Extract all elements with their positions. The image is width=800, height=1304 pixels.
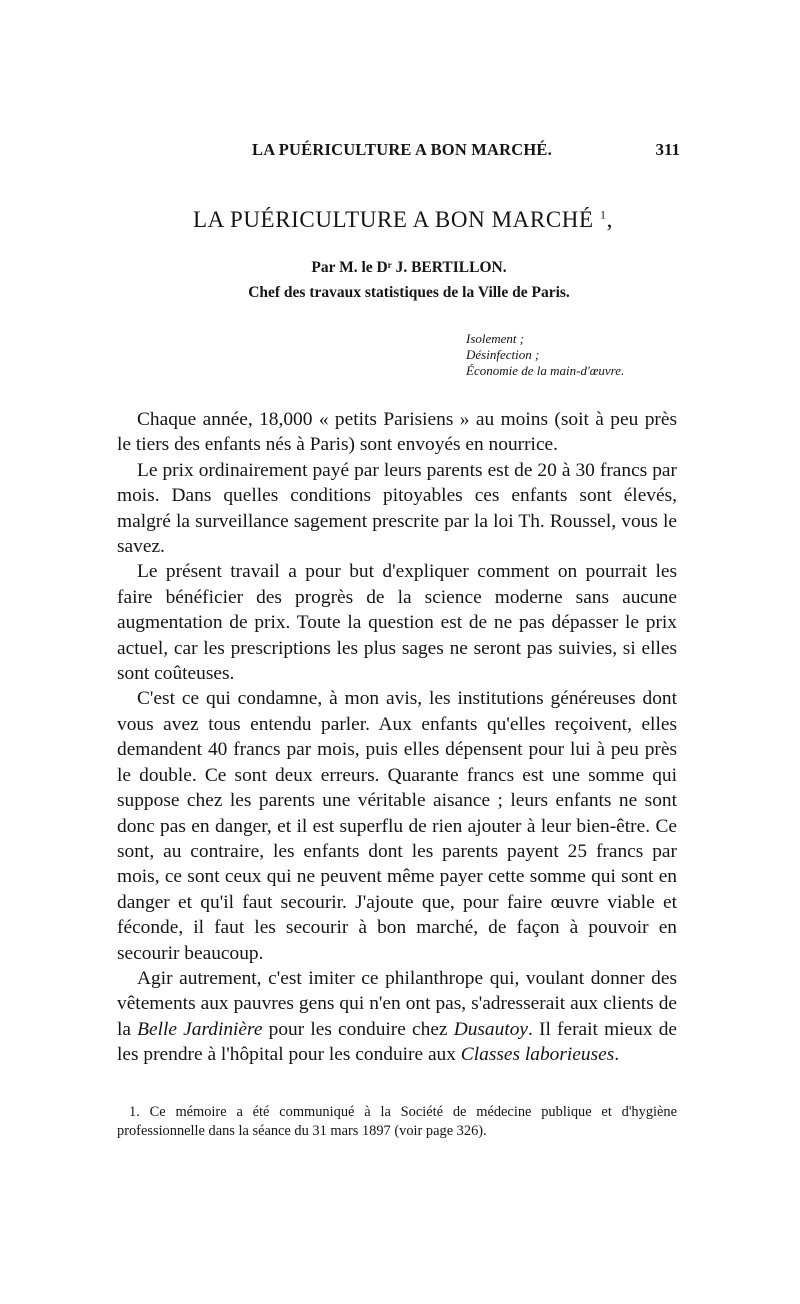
epigraph [466,331,624,379]
footnote [117,1103,677,1141]
article-title-text: LA PUÉRICULTURE A BON MARCHÉ [193,207,594,232]
running-title: LA PUÉRICULTURE A BON MARCHÉ. [252,140,552,159]
footnote-reference: 1 [600,207,607,222]
footnote-paragraph [117,1103,677,1141]
paragraph-text: . [614,1044,620,1066]
footnote-marker: 1. [129,1104,140,1120]
paragraph-text: pour les conduire chez [262,1018,454,1040]
article-title-suffix: , [606,207,613,232]
article-body [117,407,677,1068]
emphasis-classes-laborieuses: Classes laborieuses [460,1044,615,1066]
paragraph-text: . Il ferait mieux de les prendre à l'hôpital pour les conduire aux [117,1018,677,1066]
page-number: 311 [655,140,680,159]
running-header [0,140,800,170]
epigraph-line: Économie de la main-d'œuvre. [466,363,625,378]
author-affiliation: Chef des travaux statistiques de la Ville de Paris. [248,284,570,301]
author-byline: Par M. le Dʳ J. BERTILLON. [311,259,507,276]
paragraph: C'est ce qui condamne, à mon avis, les institutions généreuses dont vous avez tous entendu parler. Aux enfants qu'elles reçoivent, elles demandent 40 francs par mois, puis elles dépensent pour lui à peu près le double. Ce sont deux erreurs. Quarante francs est une somme qui suppose chez les parents une véritable aisance ; leurs enfants ne sont donc pas en danger, et il est superflu de rien ajouter à leur bien-être. Ce sont, au contraire, les enfants dont les parents payent 25 francs par mois, ce sont ceux qui ne peuvent même payer cette somme qui sont en danger et qu'il faut secourir. J'ajoute que, pour faire œuvre viable et féconde, il faut les secourir à bon marché, de façon à pouvoir en secourir beaucoup. [117,688,677,964]
footnote-text: Ce mémoire a été communiqué à la Société de médecine publique et d'hygiène professionnelle dans la séance du 31 mars 1897 (voir page 326). [117,1104,677,1139]
paragraph [117,966,677,1068]
paragraph: Le présent travail a pour but d'expliquer comment on pourrait les faire bénéficier des progrès de la science moderne sans aucune augmentation de prix. Toute la question est de ne pas dépasser le prix actuel, car les prescriptions les plus sages ne seront pas suivies, si elles sont coûteuses. [117,561,677,685]
emphasis-belle-jardiniere: Belle Jardinière [137,1018,263,1040]
epigraph-line: Isolement ; [466,331,525,346]
article-title [0,207,800,233]
epigraph-line: Désinfection ; [466,347,540,362]
emphasis-dusautoy: Dusautoy [453,1018,529,1040]
paragraph: Chaque année, 18,000 « petits Parisiens » au moins (soit à peu près le tiers des enfants nés à Paris) sont envoyés en nourrice. [117,409,677,456]
paragraph: Le prix ordinairement payé par leurs parents est de 20 à 30 francs par mois. Dans quelles conditions pitoyables ces enfants sont élevés, malgré la surveillance sagement prescrite par la loi Th. Roussel, vous le savez. [117,459,677,558]
paragraph-text: Agir autrement, c'est imiter ce philanthrope qui, voulant donner des vêtements aux pauvres gens qui n'en ont pas, s'adresserait aux clients de la [117,967,677,1040]
